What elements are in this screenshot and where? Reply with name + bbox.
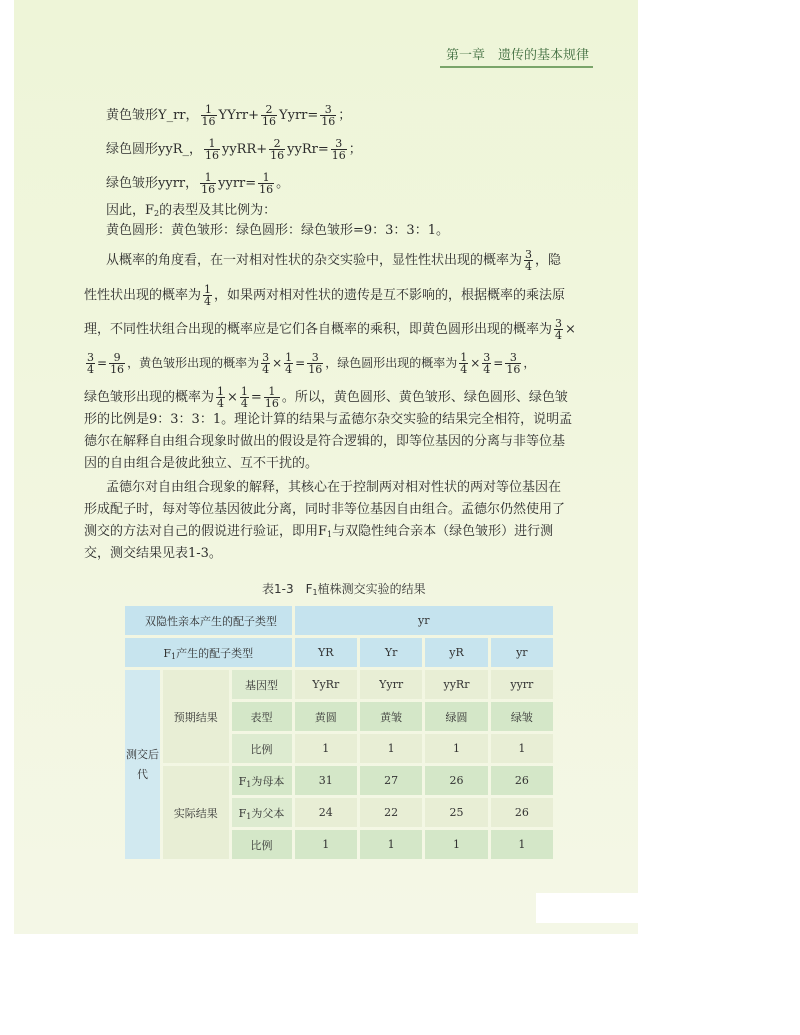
para1-line-8: 因的自由组合是彼此独立、互不干扰的。 — [84, 456, 319, 471]
para2-line-4: 交，测交结果见表1-3。 — [84, 546, 222, 561]
formula-yellow-wrinkled: 黄色皱形Y_rr， $\frac{1}{16}$ YYrr+ $\frac{2}{16}$ Yyrr= $\frac{3}{16}$ ； — [106, 103, 352, 128]
data-cell: 绿圆 — [425, 702, 487, 731]
gamete-cell: Yr — [360, 638, 422, 667]
data-cell: 1 — [295, 830, 357, 859]
conclusion-line-1: 因此，$F_2$的表型及其比例为： — [106, 203, 277, 218]
data-cell: 26 — [425, 766, 487, 795]
row-label-f1-female: $F_1$为母本 — [232, 766, 292, 795]
table-caption: 表1-3 $F_1$植株测交实验的结果 — [262, 582, 426, 597]
data-cell: 黄圆 — [295, 702, 357, 731]
row-label-genotype: 基因型 — [232, 670, 292, 699]
row-label-phenotype: 表型 — [232, 702, 292, 731]
data-cell: 25 — [425, 798, 487, 827]
data-cell: yyRr — [425, 670, 487, 699]
data-cell: 绿皱 — [491, 702, 553, 731]
para1-line-2: 性性状出现的概率为 $\frac{1}{4}$ ，如果两对相对性状的遗传是互不影响的，根据概率的乘法原 — [84, 283, 566, 308]
para1-line-1: 从概率的角度看，在一对相对性状的杂交实验中，显性性状出现的概率为 $\frac{3}{4}$ ，隐 — [106, 248, 562, 273]
formula-green-wrinkled: 绿色皱形yyrr， $\frac{1}{16}$ yyrr= $\frac{1}{16}$ 。 — [106, 171, 290, 196]
table-row — [125, 766, 553, 795]
data-cell: 1 — [425, 830, 487, 859]
data-cell: 26 — [491, 798, 553, 827]
f1-gamete-label: $F_1$产生的配子类型 — [125, 638, 292, 667]
expected-results-label: 预期结果 — [163, 670, 229, 763]
recessive-parent-gamete-label: 双隐性亲本产生的配子类型 — [125, 606, 292, 635]
blank-patch — [536, 893, 638, 923]
para2-line-3: 测交的方法对自己的假说进行验证，即用$F_1$与双隐性纯合亲本（绿色皱形）进行测 — [84, 524, 554, 539]
data-cell: 1 — [360, 830, 422, 859]
data-cell: 1 — [491, 734, 553, 763]
table-row — [125, 606, 553, 635]
para2-line-1: 孟德尔对自由组合现象的解释，其核心在于控制两对相对性状的两对等位基因在 — [106, 480, 562, 495]
para1-line-4: $\frac{3}{4}$ = $\frac{9}{16}$ ，黄色皱形出现的概率为 $\frac{3}{4}$ × $\frac{1}{4}$ = $\frac{3}{16}$ ，绿色圆形出现的概率为 $\frac{1}{4}$ × $\frac{3}{4}$ = $\frac{3}{16}$ ， — [87, 351, 536, 376]
data-cell: 24 — [295, 798, 357, 827]
gamete-cell: yr — [491, 638, 553, 667]
row-label-ratio: 比例 — [232, 830, 292, 859]
data-cell: 26 — [491, 766, 553, 795]
data-cell: 1 — [425, 734, 487, 763]
data-cell: 黄皱 — [360, 702, 422, 731]
row-label-ratio: 比例 — [232, 734, 292, 763]
formula-green-round: 绿色圆形yyR_， $\frac{1}{16}$ yyRR+ $\frac{2}{16}$ yyRr= $\frac{3}{16}$ ； — [106, 137, 362, 162]
conclusion-line-2: 黄色圆形：黄色皱形：绿色圆形：绿色皱形=9：3：3：1。 — [106, 223, 449, 238]
table-row — [125, 670, 553, 699]
table-row — [125, 638, 553, 667]
data-cell: 31 — [295, 766, 357, 795]
para1-line-3: 理，不同性状组合出现的概率应是它们各自概率的乘积，即黄色圆形出现的概率为 $\frac{3}{4}$ × — [84, 317, 576, 342]
data-cell: Yyrr — [360, 670, 422, 699]
data-cell: 1 — [491, 830, 553, 859]
data-cell: yyrr — [491, 670, 553, 699]
testcross-offspring-label: 测交后代 — [125, 670, 160, 859]
para1-line-7: 德尔在解释自由组合现象时做出的假设是符合逻辑的，即等位基因的分离与非等位基 — [84, 434, 566, 449]
data-cell: 22 — [360, 798, 422, 827]
testcross-results-table — [122, 603, 556, 862]
para2-line-2: 形成配子时，每对等位基因彼此分离，同时非等位基因自由组合。孟德尔仍然使用了 — [84, 502, 566, 517]
data-cell: 27 — [360, 766, 422, 795]
data-cell: YyRr — [295, 670, 357, 699]
actual-results-label: 实际结果 — [163, 766, 229, 859]
data-cell: 1 — [360, 734, 422, 763]
recessive-parent-gamete-value: yr — [295, 606, 554, 635]
gamete-cell: yR — [425, 638, 487, 667]
para1-line-6: 形的比例是9：3：3：1。理论计算的结果与孟德尔杂交实验的结果完全相符，说明孟 — [84, 412, 573, 427]
data-cell: 1 — [295, 734, 357, 763]
row-label-f1-male: $F_1$为父本 — [232, 798, 292, 827]
para1-line-5: 绿色皱形出现的概率为 $\frac{1}{4}$ × $\frac{1}{4}$ = $\frac{1}{16}$ 。所以，黄色圆形、黄色皱形、绿色圆形、绿色皱 — [84, 385, 568, 410]
gamete-cell: YR — [295, 638, 357, 667]
chapter-header: 第一章 遗传的基本规律 — [440, 44, 593, 68]
